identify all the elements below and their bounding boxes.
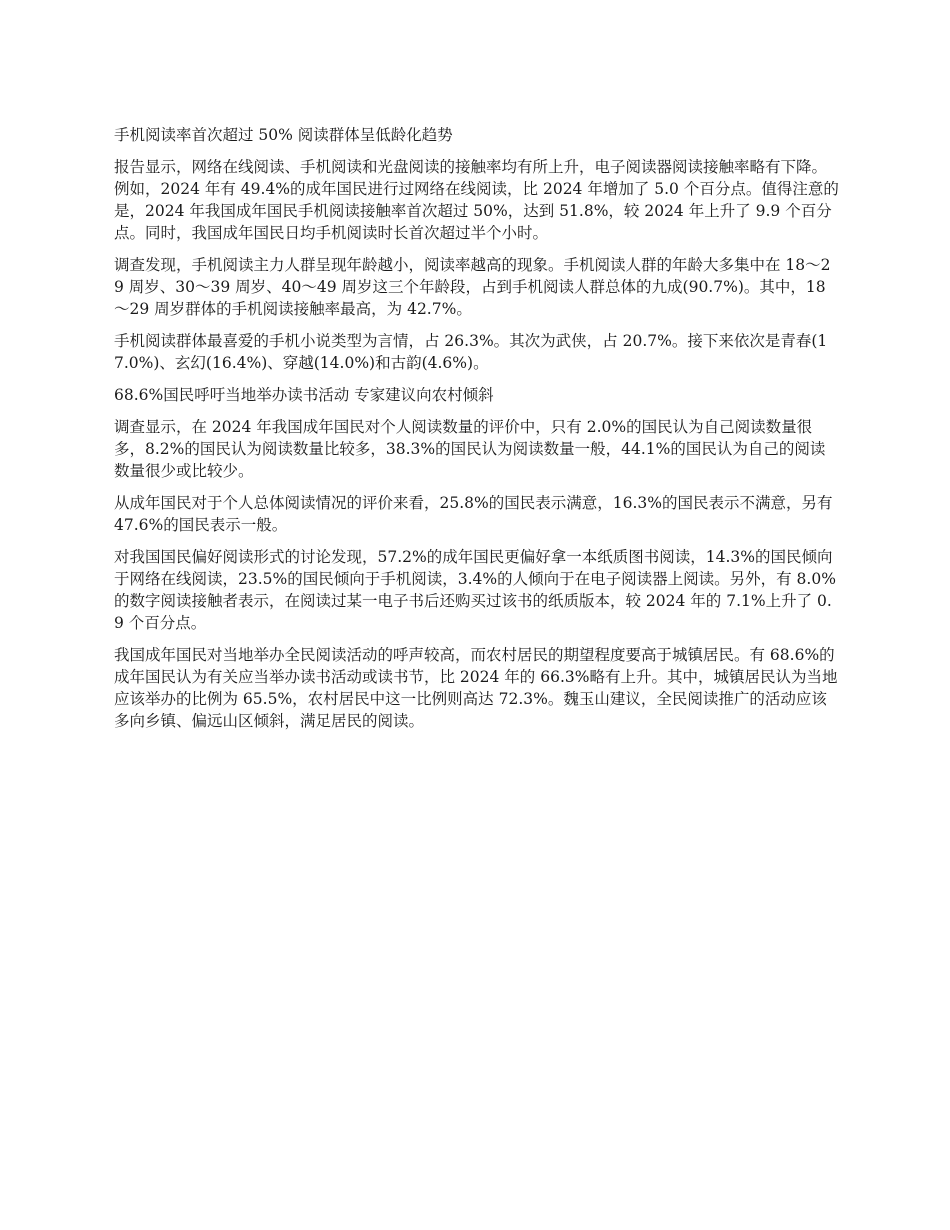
section-heading-mobile-reading: 手机阅读率首次超过 50% 阅读群体呈低龄化趋势 [114, 126, 453, 144]
paragraph-reading-format-preference: 对我国国民偏好阅读形式的讨论发现，57.2%的成年国民更偏好拿一本纸质图书阅读，14.3%的国民倾向于网络在线阅读，23.5%的国民倾向于手机阅读，3.4%的人倾向于在电子阅读器上阅读。另外，有 8.0%的数字阅读接触者表示，在阅读过某一电子书后还购买过该书的纸质版本，较 2024 年的 7.1%上升了 0.9 个百分点。 [114, 548, 836, 632]
paragraph-reading-campaigns: 我国成年国民对当地举办全民阅读活动的呼声较高，而农村居民的期望程度要高于城镇居民。有 68.6%的成年国民认为有关应当举办读书活动或读书节，比 2024 年的 66.3%略有上升。其中，城镇居民认为当地应该举办的比例为 65.5%，农村居民中这一比例则高达 72.3%。魏玉山建议，全民阅读推广的活动应该多向乡镇、偏远山区倾斜，满足居民的阅读。 [114, 646, 838, 730]
paragraph-age-groups: 调查发现，手机阅读主力人群呈现年龄越小，阅读率越高的现象。手机阅读人群的年龄大多集中在 18～29 周岁、30～39 周岁、40～49 周岁这三个年龄段，占到手机阅读人群总体的九成(90.7%)。其中，18～29 周岁群体的手机阅读接触率最高，为 42.7%。 [114, 256, 831, 318]
paragraph-reading-quantity: 调查显示，在 2024 年我国成年国民对个人阅读数量的评价中，只有 2.0%的国民认为自己阅读数量很多，8.2%的国民认为阅读数量比较多，38.3%的国民认为阅读数量一般，44.1%的国民认为自己的阅读数量很少或比较少。 [114, 418, 826, 480]
paragraph-reading-satisfaction: 从成年国民对于个人总体阅读情况的评价来看，25.8%的国民表示满意，16.3%的国民表示不满意，另有 47.6%的国民表示一般。 [114, 494, 833, 534]
document-body [114, 124, 840, 742]
paragraph-novel-genres: 手机阅读群体最喜爱的手机小说类型为言情，占 26.3%。其次为武侠，占 20.7%。接下来依次是青春(17.0%)、玄幻(16.4%)、穿越(14.0%)和古韵(4.6%)。 [114, 332, 828, 372]
paragraph-reading-contact-rates: 报告显示，网络在线阅读、手机阅读和光盘阅读的接触率均有所上升，电子阅读器阅读接触率略有下降。例如，2024 年有 49.4%的成年国民进行过网络在线阅读，比 2024 年增加了 5.0 个百分点。值得注意的是，2024 年我国成年国民手机阅读接触率首次超过 50%，达到 51.8%，较 2024 年上升了 9.9 个百分点。同时，我国成年国民日均手机阅读时长首次超过半个小时。 [114, 158, 839, 242]
section-heading-reading-activities: 68.6%国民呼吁当地举办读书活动 专家建议向农村倾斜 [114, 386, 494, 404]
